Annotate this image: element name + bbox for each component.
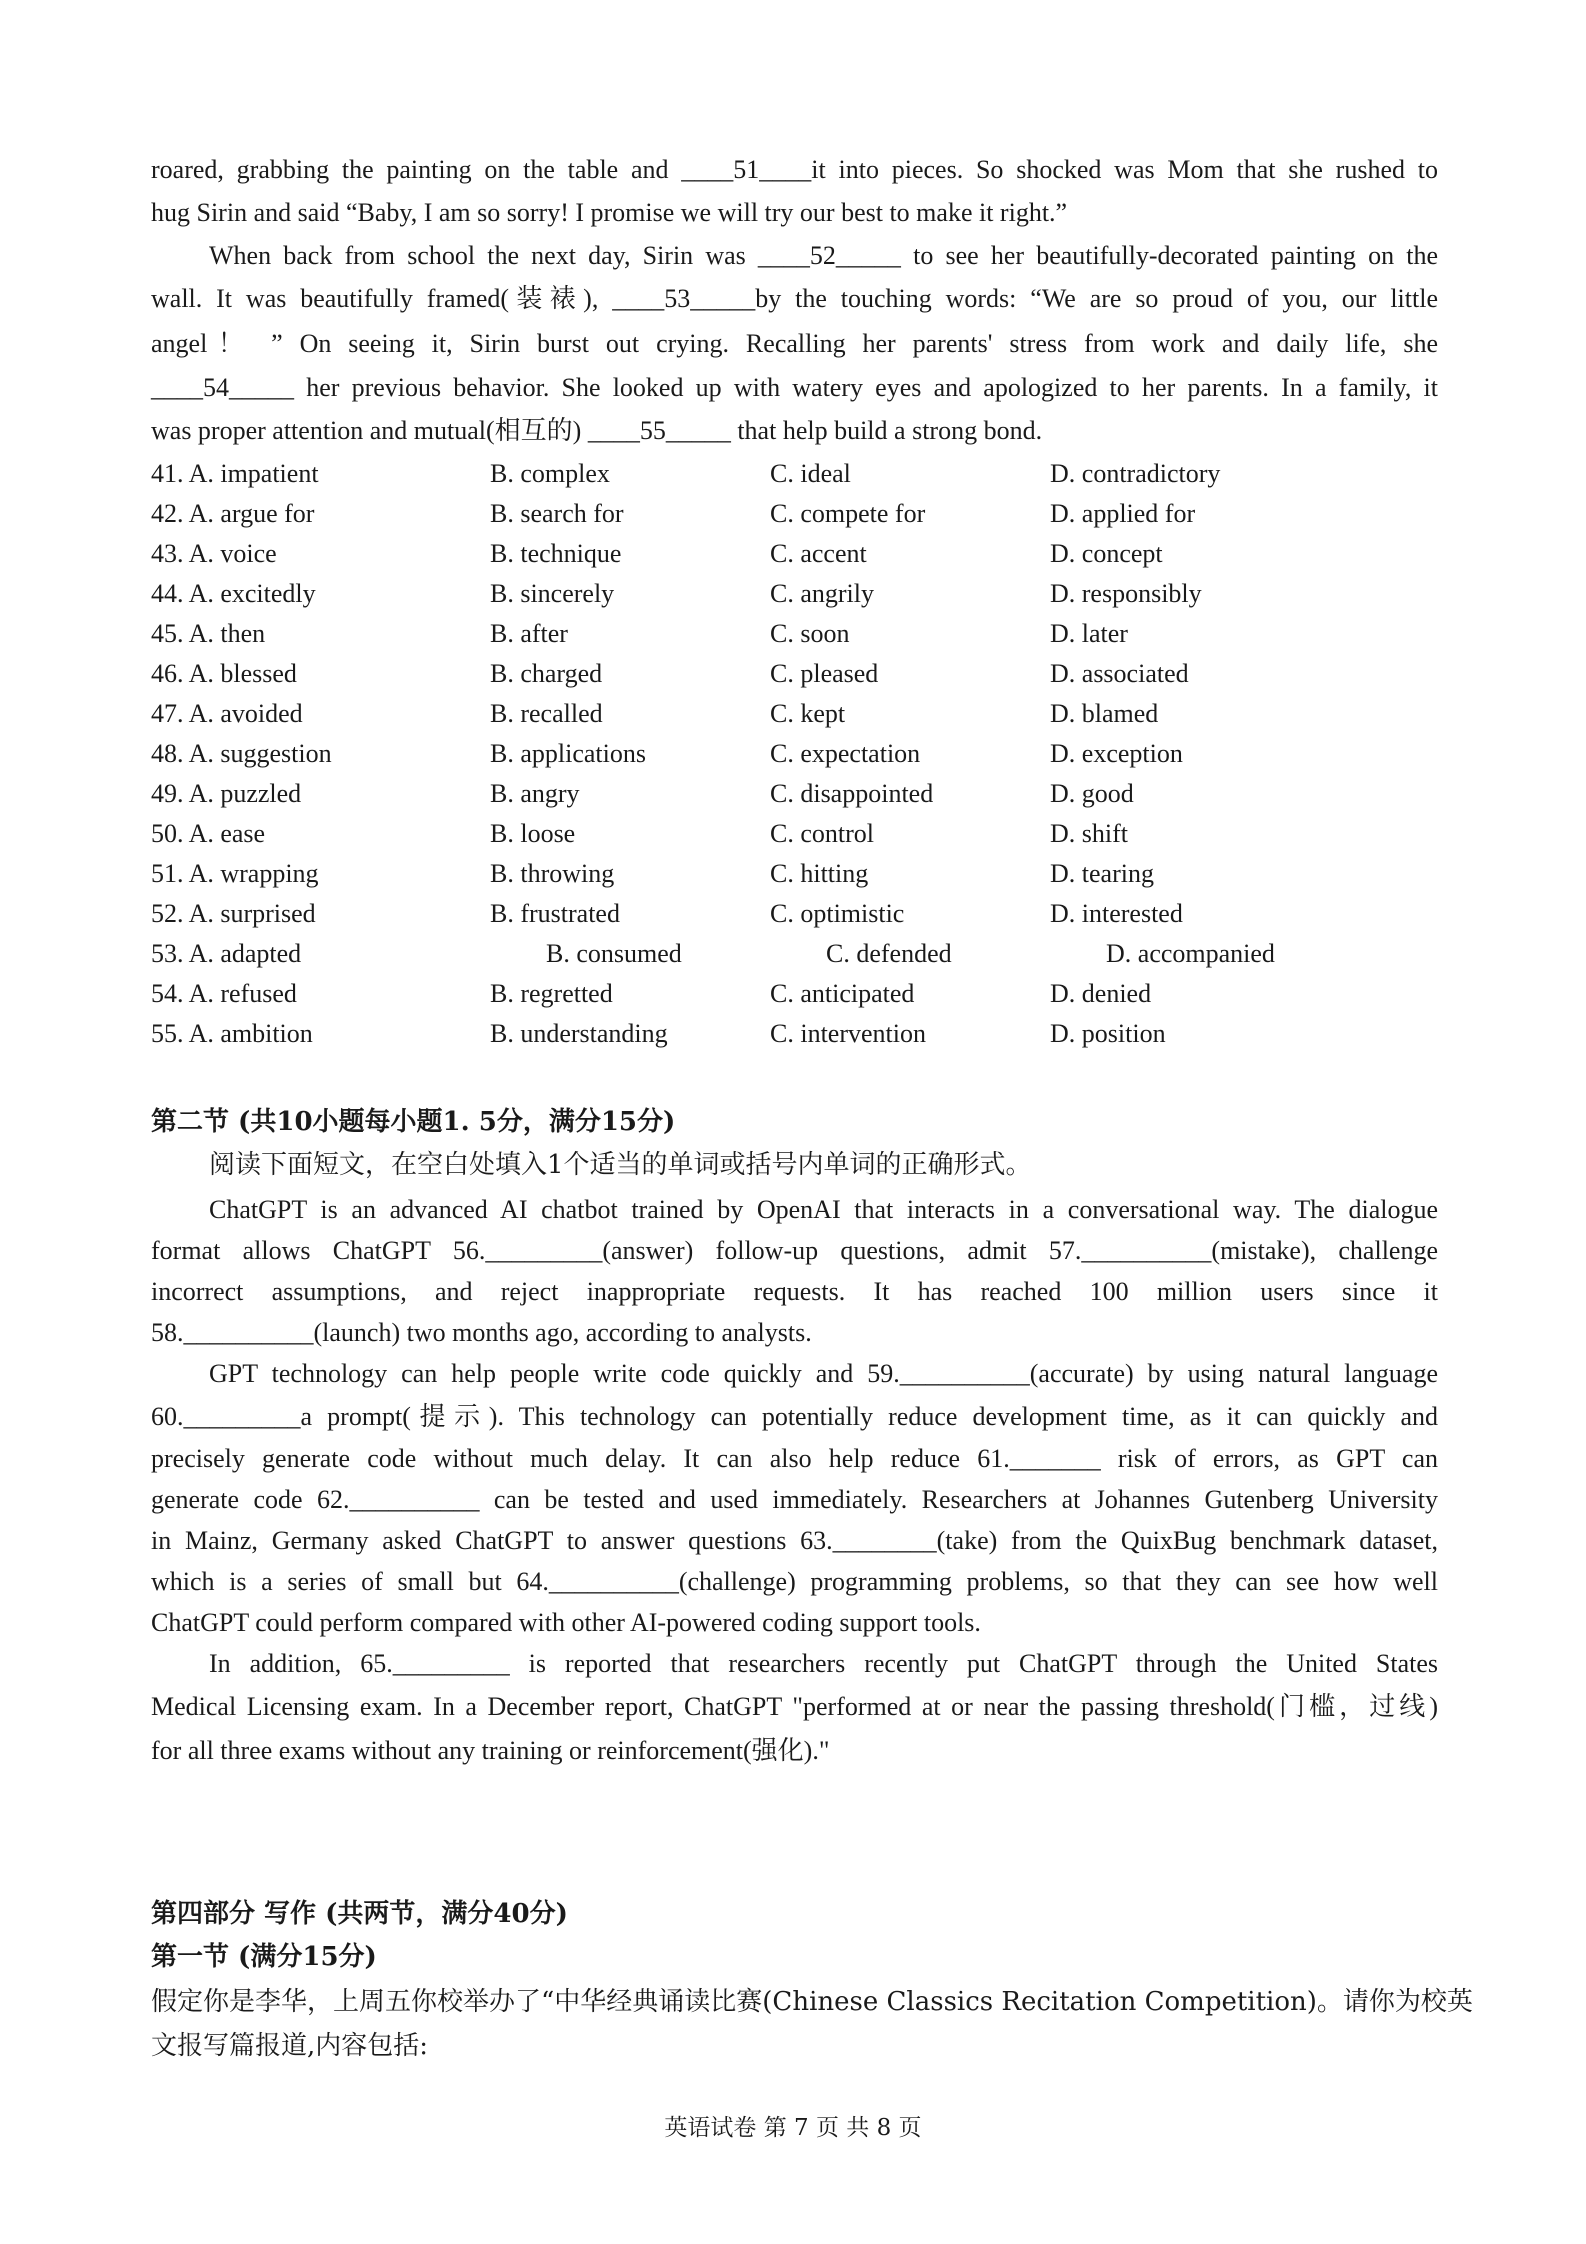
option-d[interactable]: D. contradictory	[1050, 459, 1221, 488]
option-b[interactable]: B. search for	[490, 499, 624, 528]
passage-line: ChatGPT is an advanced AI chatbot trained by OpenAI that interacts in a conversational way. The dialogue	[209, 1195, 1438, 1224]
option-c[interactable]: C. disappointed	[770, 779, 934, 808]
page-footer: 英语试卷 第 7 页 共 8 页	[664, 2115, 922, 2141]
option-a[interactable]: 46. A. blessed	[151, 659, 297, 688]
option-a[interactable]: 52. A. surprised	[151, 899, 316, 928]
question-options	[151, 576, 1438, 612]
option-d[interactable]: D. responsibly	[1050, 579, 1202, 608]
option-c[interactable]: C. soon	[770, 619, 850, 648]
option-d[interactable]: D. later	[1050, 619, 1128, 648]
question-options	[151, 816, 1438, 852]
passage-line: format allows ChatGPT 56._________(answer) follow-up questions, admit 57.__________(mistake), challenge	[151, 1236, 1438, 1265]
option-d[interactable]: D. tearing	[1050, 859, 1154, 888]
passage-line: in Mainz, Germany asked ChatGPT to answer questions 63.________(take) from the QuixBug benchmark dataset,	[151, 1526, 1438, 1555]
option-a[interactable]: 50. A. ease	[151, 819, 266, 848]
option-c[interactable]: C. kept	[770, 699, 846, 728]
option-b[interactable]: B. consumed	[546, 939, 682, 968]
passage-line: 58.__________(launch) two months ago, according to analysts.	[151, 1318, 812, 1347]
option-b[interactable]: B. loose	[490, 819, 576, 848]
option-c[interactable]: C. expectation	[770, 739, 921, 768]
passage-line: generate code 62.__________ can be tested and used immediately. Researchers at Johannes Gutenberg University	[151, 1485, 1438, 1514]
option-c[interactable]: C. intervention	[770, 1019, 926, 1048]
option-c[interactable]: C. pleased	[770, 659, 879, 688]
passage-line: incorrect assumptions, and reject inappropriate requests. It has reached 100 million users since it	[151, 1277, 1438, 1306]
option-d[interactable]: D. concept	[1050, 539, 1163, 568]
option-a[interactable]: 51. A. wrapping	[151, 859, 319, 888]
option-d[interactable]: D. associated	[1050, 659, 1189, 688]
option-c[interactable]: C. defended	[826, 939, 952, 968]
option-d[interactable]: D. position	[1050, 1019, 1166, 1048]
option-d[interactable]: D. applied for	[1050, 499, 1196, 528]
option-a[interactable]: 43. A. voice	[151, 539, 277, 568]
option-b[interactable]: B. technique	[490, 539, 622, 568]
option-c[interactable]: C. accent	[770, 539, 867, 568]
passage-line: When back from school the next day, Sirin was ____52_____ to see her beautifully-decorated painting on the	[209, 241, 1438, 270]
option-b[interactable]: B. frustrated	[490, 899, 620, 928]
writing-prompt-line: 文报写篇报道,内容包括:	[151, 2031, 429, 2061]
option-d[interactable]: D. interested	[1050, 899, 1183, 928]
passage-line: angel！ ” On seeing it, Sirin burst out crying. Recalling her parents' stress from work and daily life, she	[151, 329, 1438, 358]
passage-line: which is a series of small but 64.__________(challenge) programming problems, so that they can see how well	[151, 1567, 1438, 1596]
passage-line: roared, grabbing the painting on the table and ____51____it into pieces. So shocked was Mom that she rushed to	[151, 155, 1438, 184]
option-a[interactable]: 53. A. adapted	[151, 939, 302, 968]
passage-line: 60._________a prompt(提示). This technology can potentially reduce development time, as it can quickly and	[151, 1402, 1438, 1431]
question-options	[151, 616, 1438, 652]
option-a[interactable]: 44. A. excitedly	[151, 579, 316, 608]
option-c[interactable]: C. ideal	[770, 459, 851, 488]
option-a[interactable]: 49. A. puzzled	[151, 779, 302, 808]
option-d[interactable]: D. accompanied	[1106, 939, 1275, 968]
option-b[interactable]: B. sincerely	[490, 579, 615, 608]
question-options	[151, 656, 1438, 692]
question-options	[151, 896, 1438, 932]
question-options	[151, 496, 1438, 532]
question-options	[151, 856, 1438, 892]
option-b[interactable]: B. understanding	[490, 1019, 668, 1048]
option-d[interactable]: D. good	[1050, 779, 1134, 808]
option-b[interactable]: B. charged	[490, 659, 603, 688]
question-options	[151, 736, 1438, 772]
option-c[interactable]: C. control	[770, 819, 874, 848]
option-a[interactable]: 48. A. suggestion	[151, 739, 332, 768]
option-d[interactable]: D. denied	[1050, 979, 1152, 1008]
option-b[interactable]: B. recalled	[490, 699, 603, 728]
passage-line: for all three exams without any training or reinforcement(强化)."	[151, 1736, 830, 1765]
passage-line: was proper attention and mutual(相互的) ____55_____ that help build a strong bond.	[151, 416, 1043, 445]
part-4-heading: 第四部分 写作 (共两节，满分40分)	[151, 1899, 568, 1929]
writing-prompt-line: 假定你是李华，上周五你校举办了“中华经典诵读比赛(Chinese Classics Recitation Competition)。请你为校英	[151, 1987, 1473, 2017]
question-options	[151, 776, 1438, 812]
section-1-heading: 第一节 (满分15分)	[151, 1942, 377, 1972]
option-b[interactable]: B. after	[490, 619, 568, 648]
option-b[interactable]: B. angry	[490, 779, 580, 808]
section-2-heading: 第二节 (共10小题每小题1. 5分，满分15分)	[151, 1107, 676, 1137]
question-options	[151, 936, 1438, 972]
option-c[interactable]: C. compete for	[770, 499, 926, 528]
option-d[interactable]: D. exception	[1050, 739, 1183, 768]
option-b[interactable]: B. complex	[490, 459, 610, 488]
option-b[interactable]: B. regretted	[490, 979, 613, 1008]
option-c[interactable]: C. optimistic	[770, 899, 905, 928]
question-options	[151, 1016, 1438, 1052]
option-a[interactable]: 45. A. then	[151, 619, 266, 648]
passage-line: Medical Licensing exam. In a December report, ChatGPT "performed at or near the passing threshold(门槛，过线)	[151, 1692, 1438, 1721]
option-d[interactable]: D. shift	[1050, 819, 1128, 848]
option-a[interactable]: 42. A. argue for	[151, 499, 315, 528]
option-c[interactable]: C. angrily	[770, 579, 874, 608]
passage-line: In addition, 65._________ is reported that researchers recently put ChatGPT through the United States	[209, 1649, 1438, 1678]
question-options	[151, 976, 1438, 1012]
passage-line: wall. It was beautifully framed(装裱), ____53_____by the touching words: “We are so proud of you, our little	[151, 284, 1438, 313]
passage-line: precisely generate code without much delay. It can also help reduce 61._______ risk of errors, as GPT can	[151, 1444, 1438, 1473]
passage-line: GPT technology can help people write code quickly and 59.__________(accurate) by using natural language	[209, 1359, 1438, 1388]
option-a[interactable]: 54. A. refused	[151, 979, 297, 1008]
option-b[interactable]: B. applications	[490, 739, 646, 768]
option-c[interactable]: C. hitting	[770, 859, 869, 888]
question-options	[151, 536, 1438, 572]
option-c[interactable]: C. anticipated	[770, 979, 915, 1008]
option-d[interactable]: D. blamed	[1050, 699, 1159, 728]
question-options	[151, 456, 1438, 492]
section-2-instruction: 阅读下面短文，在空白处填入1个适当的单词或括号内单词的正确形式。	[209, 1150, 1032, 1180]
passage-line: ____54_____ her previous behavior. She looked up with watery eyes and apologized to her parents. In a family, it	[151, 373, 1438, 402]
option-b[interactable]: B. throwing	[490, 859, 615, 888]
option-a[interactable]: 55. A. ambition	[151, 1019, 313, 1048]
passage-line: hug Sirin and said “Baby, I am so sorry! I promise we will try our best to make it right.”	[151, 198, 1068, 227]
option-a[interactable]: 47. A. avoided	[151, 699, 303, 728]
question-options	[151, 696, 1438, 732]
passage-line: ChatGPT could perform compared with other AI-powered coding support tools.	[151, 1608, 981, 1637]
option-a[interactable]: 41. A. impatient	[151, 459, 319, 488]
